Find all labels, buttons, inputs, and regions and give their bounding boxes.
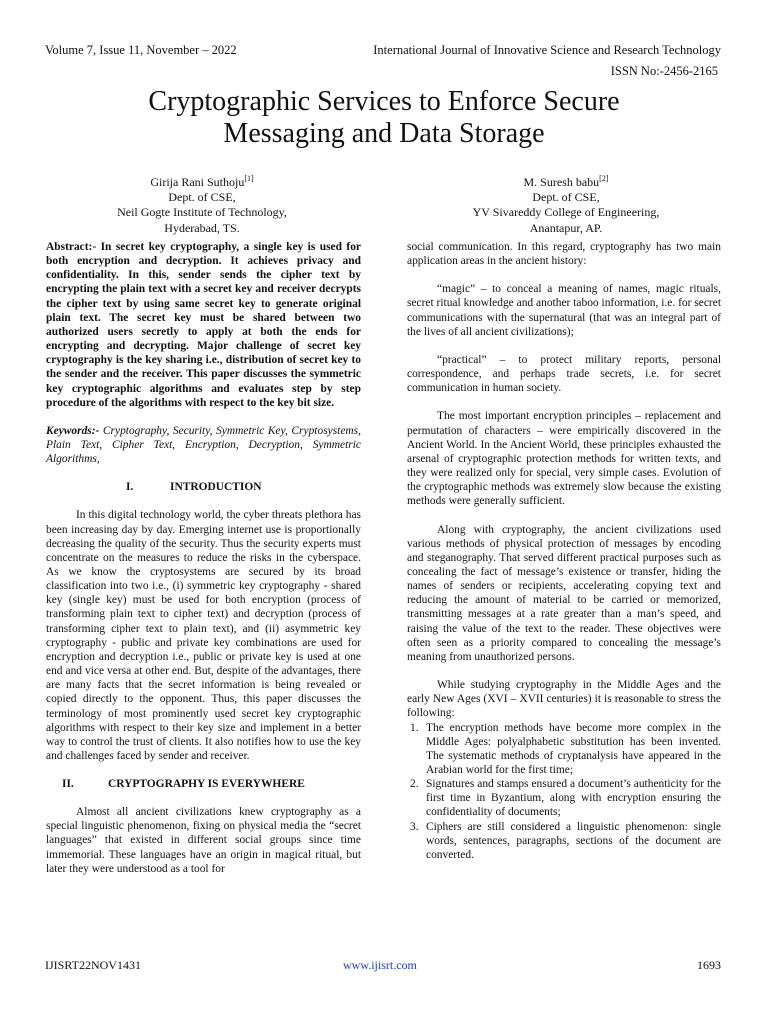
- author-institution: YV Sivareddy College of Engineering,: [472, 205, 660, 220]
- journal-name: International Journal of Innovative Science and Research Technology: [373, 43, 721, 57]
- paragraph-magic: “magic” – to conceal a meaning of names, magic rituals, secret ritual knowledge and another taboo information, i.e. for secret communications with the supernatural (that was an integral part of the lives of all ancient civilizations);: [407, 283, 721, 338]
- author-city: Anantapur, AP.: [529, 220, 603, 235]
- section-2-paragraph: Almost all ancient civilizations knew cryptography as a special linguistic phenomenon, fixing on physical media the “secret languages” that existed in different social groups since time immemorial. These languages have an origin in magical ritual, but later they were understood as a tool for: [46, 806, 361, 875]
- section-heading-introduction: [46, 480, 361, 494]
- keywords-label: Keywords:-: [46, 424, 100, 437]
- section-title: INTRODUCTION: [170, 481, 262, 494]
- introduction-paragraph: In this digital technology world, the cyber threats plethora has been increasing day by day. Emerging internet use is proportionally decreasing the quality of the security. Thus the security experts must concentrate on the measures to reduce the risks in the cyberspace. As we know the cryptosystems are secured by its broad classification into two i.e., (i) symmetric key cryptography - shared key (single key) must be used for both encryption (process of transforming plain text to cipher text) and decryption (process of transforming cipher text to plain text), and (ii) asymmetric key cryptography - public and private key combinations are used for encryption and decryption i.e., public or private key is used at one end and vice versa at other end. But, despite of the advantages, there are many facts that the secret information is being revealed or copied directly to the opponent. Thus, this paper discusses the terminology of most prominently used secret key cryptographic algorithms with respect to their key size and implement in a better way to control the trust of clients. It also notifies how to use the key and challenges faced by sender and receiver.: [46, 509, 361, 762]
- volume-issue: Volume 7, Issue 11, November – 2022: [45, 43, 237, 57]
- paragraph: Along with cryptography, the ancient civilizations used various methods of physical protection of messages by encoding and steganography. That served different practical purposes such as concealing the fact of message’s existence or transfer, hiding the names of senders or recipients, accelerating copying text and reducing the amount of material to be carried or memorized, transmitting messages at a rate greater than a man’s speed, and raising the value of the text to the reader. These objectives were often seen as a priority compared to concealing the message’s meaning from unauthorized persons.: [407, 523, 721, 663]
- list-item: [407, 777, 721, 819]
- section-title: CRYPTOGRAPHY IS EVERYWHERE: [108, 778, 305, 791]
- list-item-text: Ciphers are still considered a linguistic phenomenon: single words, sentences, paragraphs, sections of the document are converted.: [426, 820, 721, 861]
- list-number: 2.: [410, 778, 419, 791]
- paragraph-practical: “practical” – to protect military reports, personal correspondence, and perhaps trade secrets, i.e. for secret communication in human society.: [407, 353, 721, 395]
- author-block-2: [424, 171, 708, 236]
- keywords-text: Cryptography, Security, Symmetric Key, Cryptosystems, Plain Text, Cipher Text, Encryption, Decryption, Symmetric Algorithms,: [46, 424, 361, 466]
- author-name: M. Suresh babu[2]: [523, 174, 609, 189]
- paragraph: The most important encryption principles – replacement and permutation of characters – were empirically discovered in the Ancient World. In the Ancient World, these principles exhausted the arsenal of cryptographic protection methods for written texts, and they were realized only for special, very simple cases. Evolution of the cryptographic methods was extremely slow because the existing methods were generally sufficient.: [407, 410, 721, 508]
- title-line-1: Cryptographic Services to Enforce Secure: [148, 86, 620, 117]
- numbered-list: [407, 721, 721, 863]
- list-item: [407, 820, 721, 862]
- section-number: II.: [62, 778, 74, 791]
- left-column: [46, 240, 361, 876]
- issn-number: ISSN No:-2456-2165: [610, 64, 718, 78]
- right-column: [407, 240, 721, 862]
- list-item: [407, 721, 721, 778]
- paragraph: social communication. In this regard, cryptography has two main application areas in the ancient history:: [407, 241, 721, 268]
- keywords: [46, 424, 361, 466]
- title-line-2: Messaging and Data Storage: [223, 118, 545, 149]
- list-item-text: The encryption methods have become more complex in the Middle Ages: polyalphabetic substitution has been invented. The systematic methods of cryptanalysis have appeared in the Arabian world for the first time;: [426, 721, 721, 776]
- journal-website-link[interactable]: www.ijisrt.com: [343, 958, 417, 972]
- author-ref: [2]: [599, 174, 609, 183]
- list-number: 1.: [410, 721, 419, 734]
- list-number: 3.: [410, 820, 419, 833]
- author-city: Hyderabad, TS.: [164, 220, 240, 235]
- author-block-1: [60, 171, 344, 236]
- author-dept: Dept. of CSE,: [532, 190, 600, 205]
- paragraph: While studying cryptography in the Middle Ages and the early New Ages (XVI – XVII centuries) it is reasonable to stress the following:: [407, 679, 721, 720]
- author-name: Girija Rani Suthoju[1]: [150, 174, 254, 189]
- section-number: I.: [126, 481, 134, 494]
- section-heading-cryptography-everywhere: [46, 777, 361, 791]
- paper-id: IJISRT22NOV1431: [45, 958, 141, 972]
- author-institution: Neil Gogte Institute of Technology,: [117, 205, 287, 220]
- page-number: 1693: [697, 958, 721, 972]
- paper-title: [60, 86, 708, 150]
- author-ref: [1]: [244, 174, 254, 183]
- author-dept: Dept. of CSE,: [168, 190, 236, 205]
- list-item-text: Signatures and stamps ensured a document’s authenticity for the first time in Byzantium, along with encryption ensuring the confidentiality of documents;: [426, 778, 721, 819]
- abstract: Abstract:- In secret key cryptography, a single key is used for both encryption and decryption. It achieves privacy and confidentiality. In this, sender sends the cipher text by encrypting the plain text with a secret key and receiver decrypts the cipher text by using same secret key to generate original plain text. The secret key must be shared between two authorized users secretly to apply at both the ends for encrypting and decrypting. Major challenge of secret key cryptography is the key sharing i.e., distribution of secret key to the sender and the receiver. This paper discusses the symmetric key cryptographic algorithms and evaluates step by step procedure of the algorithms with respect to the key bit size.: [46, 241, 361, 409]
